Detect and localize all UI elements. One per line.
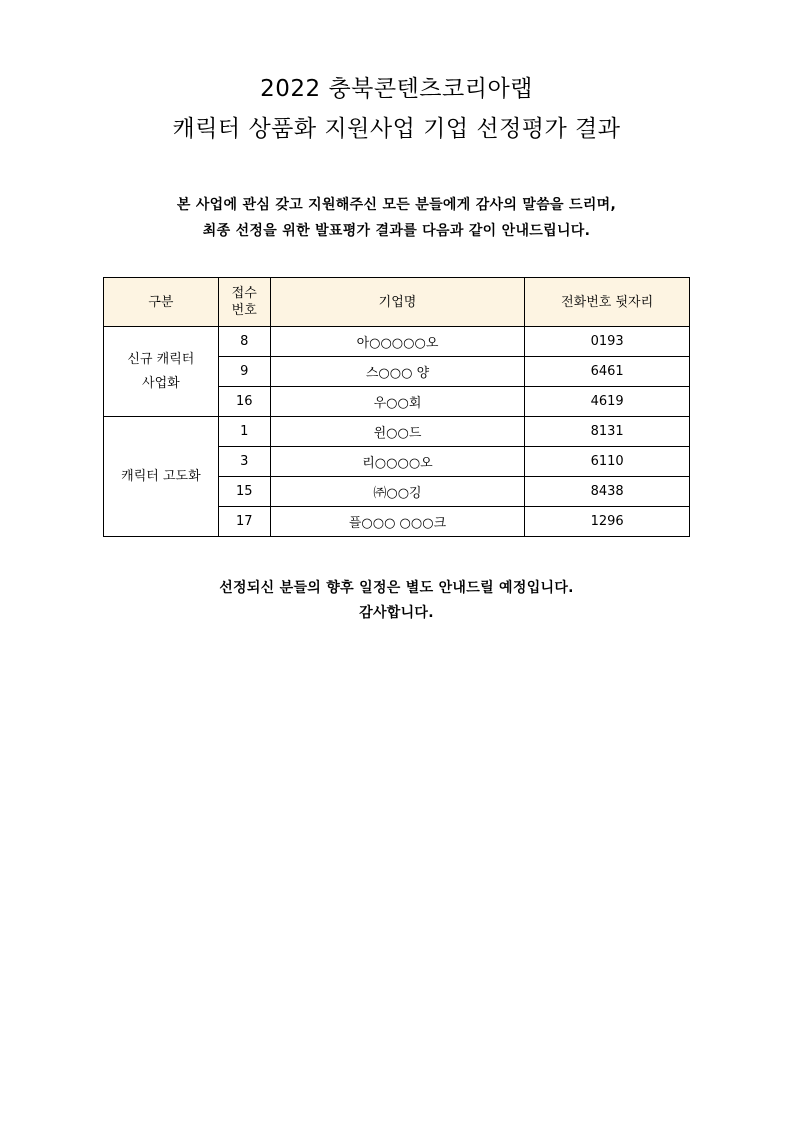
phone-cell: 8438 (525, 477, 690, 507)
phone-cell: 6461 (525, 357, 690, 387)
header-company: 기업명 (270, 278, 525, 327)
phone-cell: 4619 (525, 387, 690, 417)
selection-result-table (103, 277, 690, 537)
category-cell (104, 417, 219, 537)
closing-text-line1: 선정되신 분들의 향후 일정은 별도 안내드릴 예정입니다. (219, 580, 574, 596)
table-row (104, 417, 690, 447)
receipt-no-cell: 15 (218, 477, 270, 507)
phone-cell: 0193 (525, 327, 690, 357)
header-category: 구분 (104, 278, 219, 327)
intro-text-line2: 최종 선정을 위한 발표평가 결과를 다음과 같이 안내드립니다. (202, 223, 591, 239)
receipt-no-cell: 9 (218, 357, 270, 387)
receipt-no-cell: 17 (218, 507, 270, 537)
table-row (104, 327, 690, 357)
phone-cell: 1296 (525, 507, 690, 537)
category-cell (104, 327, 219, 417)
intro-text-line1: 본 사업에 관심 갖고 지원해주신 모든 분들에게 감사의 말씀을 드리며, (176, 197, 617, 213)
receipt-no-cell: 8 (218, 327, 270, 357)
company-cell: ㈜○○깅 (270, 477, 525, 507)
header-phone: 전화번호 뒷자리 (525, 278, 690, 327)
header-receipt-no-line2: 번호 (231, 303, 257, 318)
header-receipt-no (218, 278, 270, 327)
phone-cell: 8131 (525, 417, 690, 447)
receipt-no-cell: 1 (218, 417, 270, 447)
document-title-line1: 2022 충북콘텐츠코리아랩 (260, 76, 533, 102)
company-cell: 우○○회 (270, 387, 525, 417)
closing-text-line2: 감사합니다. (359, 605, 434, 621)
company-cell: 플○○○ ○○○크 (270, 507, 525, 537)
company-cell: 아○○○○○오 (270, 327, 525, 357)
company-cell: 스○○○ 양 (270, 357, 525, 387)
category-label: 신규 캐릭터 (127, 351, 195, 367)
header-receipt-no-line1: 접수 (231, 286, 257, 301)
category-label: 사업화 (142, 375, 180, 391)
receipt-no-cell: 3 (218, 447, 270, 477)
company-cell: 리○○○○오 (270, 447, 525, 477)
table-header-row (104, 278, 690, 327)
document-title-line2: 캐릭터 상품화 지원사업 기업 선정평가 결과 (172, 116, 621, 142)
category-label: 캐릭터 고도화 (121, 468, 201, 484)
receipt-no-cell: 16 (218, 387, 270, 417)
phone-cell: 6110 (525, 447, 690, 477)
company-cell: 윈○○드 (270, 417, 525, 447)
